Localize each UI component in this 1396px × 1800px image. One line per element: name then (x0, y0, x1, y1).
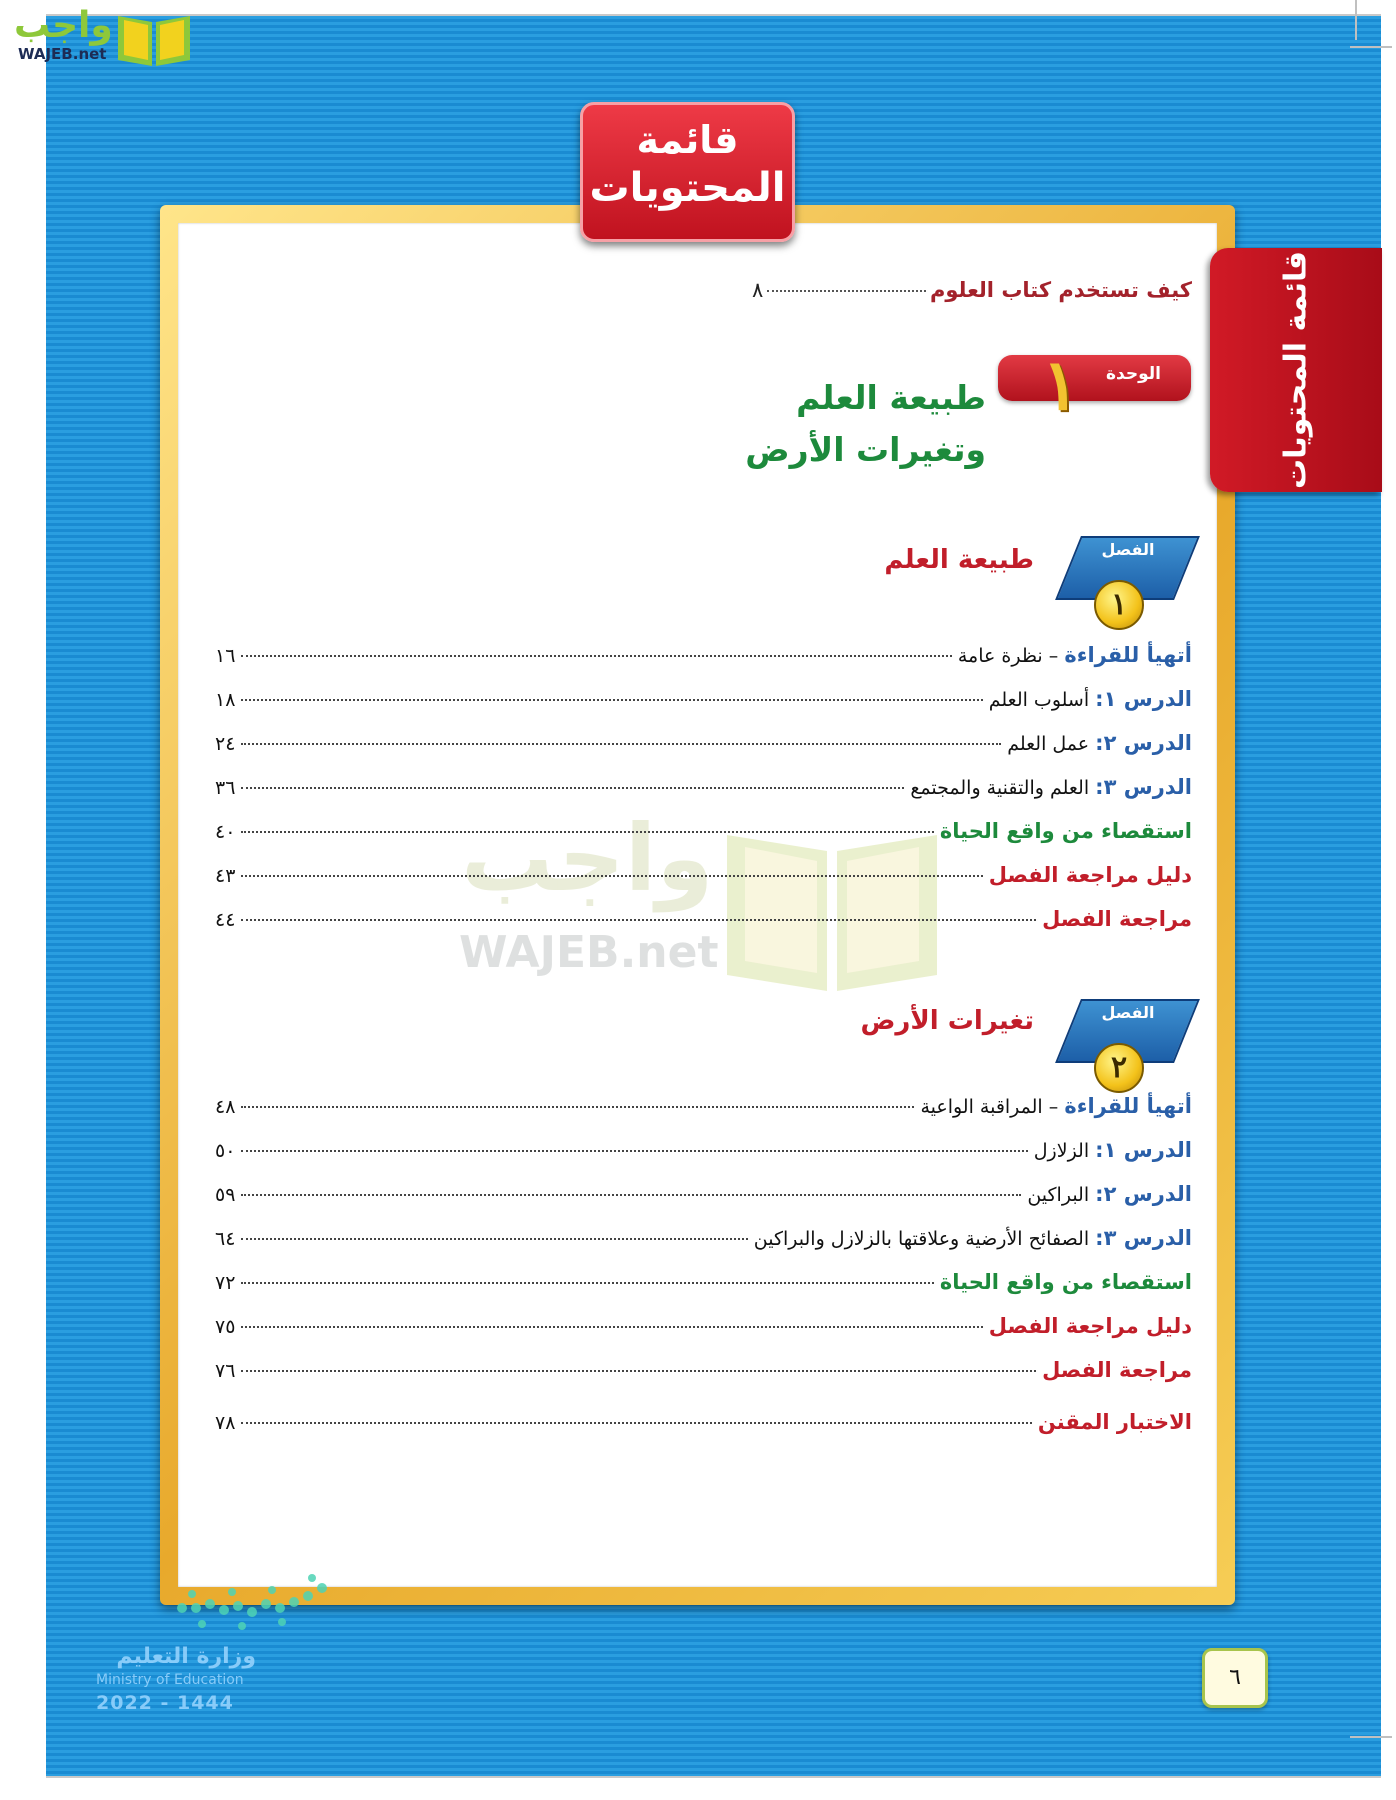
chapter-number: ١ (1094, 580, 1144, 630)
toc-entry-description: البراكين (1027, 1184, 1090, 1206)
dot-leader (241, 1238, 747, 1240)
toc-entry-separator (1089, 733, 1095, 755)
toc-entry-page: ٦٤ (215, 1228, 236, 1250)
book-icon (114, 10, 194, 68)
toc-entry-title: الدرس ٣: (1095, 775, 1192, 799)
toc-entry-title: الدرس ٣: (1095, 1226, 1192, 1250)
toc-entry[interactable] (215, 687, 1192, 721)
toc-entry-title: الدرس ١: (1095, 1138, 1192, 1162)
toc-entry-separator (1089, 1140, 1095, 1162)
toc-entry-page: ٥٠ (215, 1140, 236, 1162)
watermark-arabic: واجب (461, 805, 714, 912)
toc-entry-title: استقصاء من واقع الحياة (939, 819, 1192, 843)
dot-leader (241, 1106, 914, 1108)
final-test-label: الاختبار المقنن (1037, 1410, 1192, 1434)
toc-entry-title: مراجعة الفصل (1042, 1358, 1192, 1382)
dot-leader (241, 699, 982, 701)
toc-entry-page: ٧٥ (215, 1316, 236, 1338)
final-test-page: ٧٨ (215, 1412, 236, 1434)
toc-entry[interactable] (215, 1138, 1192, 1172)
dot-leader (241, 875, 982, 877)
unit-title: طبيعة العلم وتغيرات الأرض (745, 378, 986, 469)
toc-entry-description: أسلوب العلم (988, 689, 1090, 711)
dot-leader (241, 655, 951, 657)
dot-leader (767, 290, 926, 292)
chapter-label: الفصل (1101, 540, 1155, 559)
toc-entry-title: الدرس ١: (1095, 687, 1192, 711)
unit-number: ١ (1042, 343, 1080, 426)
intro-page: ٨ (752, 278, 764, 302)
chapter-badge (1058, 999, 1188, 1091)
side-tab[interactable] (1210, 248, 1382, 492)
side-tab-label: قائمة المحتويات (1278, 251, 1314, 489)
toc-entry-page: ١٦ (215, 645, 236, 667)
crop-mark (1350, 1736, 1392, 1738)
toc-entry[interactable] (215, 731, 1192, 765)
unit-badge (998, 343, 1191, 426)
chapter-title: تغيرات الأرض (860, 1006, 1034, 1036)
intro-label: كيف تستخدم كتاب العلوم (929, 278, 1192, 302)
dot-leader (241, 1150, 1027, 1152)
page-title (580, 102, 795, 242)
toc-entry[interactable] (215, 643, 1192, 677)
dot-leader (241, 831, 933, 833)
dot-leader (241, 1422, 1031, 1424)
toc-entry-title: مراجعة الفصل (1042, 907, 1192, 931)
toc-entry-page: ٢٤ (215, 733, 236, 755)
chapter-badge (1058, 536, 1188, 628)
chapter-title: طبيعة العلم (884, 545, 1034, 575)
toc-entry-description: الزلازل (1033, 1140, 1090, 1162)
dot-leader (241, 1282, 933, 1284)
toc-entry-description: العلم والتقنية والمجتمع (910, 777, 1090, 799)
toc-entry-title: الدرس ٢: (1095, 1182, 1192, 1206)
watermark-latin: WAJEB.net (459, 927, 719, 978)
dot-leader (241, 1194, 1021, 1196)
toc-entry-separator: – (1042, 1096, 1065, 1118)
ministry-arabic: وزارة التعليم (116, 1644, 256, 1669)
toc-entry-title: أتهيأ للقراءة (1064, 643, 1192, 667)
page-number: ٦ (1202, 1648, 1268, 1708)
toc-entry[interactable] (215, 1358, 1192, 1392)
toc-entry-page: ٤٠ (215, 821, 236, 843)
toc-entry-separator (1089, 777, 1095, 799)
page-title-line-1: قائمة (636, 118, 739, 162)
toc-entry-title: دليل مراجعة الفصل (988, 1314, 1192, 1338)
ministry-english: Ministry of Education (96, 1672, 244, 1688)
toc-entry[interactable] (215, 907, 1192, 941)
toc-entry-page: ٤٨ (215, 1096, 236, 1118)
toc-entry-separator (1089, 689, 1095, 711)
chapter-number: ٢ (1094, 1043, 1144, 1093)
toc-entry-page: ٤٤ (215, 909, 236, 931)
toc-entry-title: أتهيأ للقراءة (1064, 1094, 1192, 1118)
toc-entry-page: ٥٩ (215, 1184, 236, 1206)
ministry-year: 2022 - 1444 (96, 1692, 234, 1714)
toc-entry-separator (1089, 1184, 1095, 1206)
dot-leader (241, 1326, 982, 1328)
dot-leader (241, 1370, 1036, 1372)
toc-entry-description: المراقبة الواعية (920, 1096, 1043, 1118)
toc-entry-page: ٧٢ (215, 1272, 236, 1294)
top-rule (46, 14, 1381, 16)
toc-entry-separator (1089, 1228, 1095, 1250)
wajeb-logo[interactable] (8, 5, 188, 67)
toc-entry-page: ٧٦ (215, 1360, 236, 1382)
toc-entry[interactable] (215, 1094, 1192, 1128)
toc-entry[interactable] (215, 1226, 1192, 1260)
chapter-label: الفصل (1101, 1003, 1155, 1022)
ministry-dots-icon (172, 1568, 332, 1638)
toc-entry[interactable] (215, 819, 1192, 853)
unit-label: الوحدة (1106, 364, 1161, 384)
toc-entry-description: عمل العلم (1007, 733, 1090, 755)
logo-latin: WAJEB.net (18, 45, 107, 63)
toc-entry[interactable] (215, 1314, 1192, 1348)
ministry-logo (96, 1568, 356, 1718)
toc-entry-page: ١٨ (215, 689, 236, 711)
intro-entry[interactable] (752, 278, 1192, 310)
toc-entry[interactable] (215, 775, 1192, 809)
toc-entry-title: استقصاء من واقع الحياة (939, 1270, 1192, 1294)
toc-entry-title: الدرس ٢: (1095, 731, 1192, 755)
crop-mark (1350, 46, 1392, 48)
final-test-entry[interactable] (215, 1410, 1192, 1444)
dot-leader (241, 919, 1036, 921)
toc-entry-separator: – (1042, 645, 1065, 667)
crop-mark (1355, 0, 1357, 40)
toc-entry[interactable] (215, 1270, 1192, 1304)
toc-entry-description: الصفائح الأرضية وعلاقتها بالزلازل والبراكين (753, 1228, 1090, 1250)
bottom-rule (46, 1776, 1381, 1778)
dot-leader (241, 787, 904, 789)
page-title-line-2: المحتويات (589, 165, 786, 211)
toc-entry-title: دليل مراجعة الفصل (988, 863, 1192, 887)
toc-entry[interactable] (215, 863, 1192, 897)
toc-entry[interactable] (215, 1182, 1192, 1216)
toc-entry-page: ٤٣ (215, 865, 236, 887)
toc-entry-description: نظرة عامة (957, 645, 1043, 667)
toc-entry-page: ٣٦ (215, 777, 236, 799)
logo-arabic: واجب (14, 5, 113, 46)
dot-leader (241, 743, 1001, 745)
